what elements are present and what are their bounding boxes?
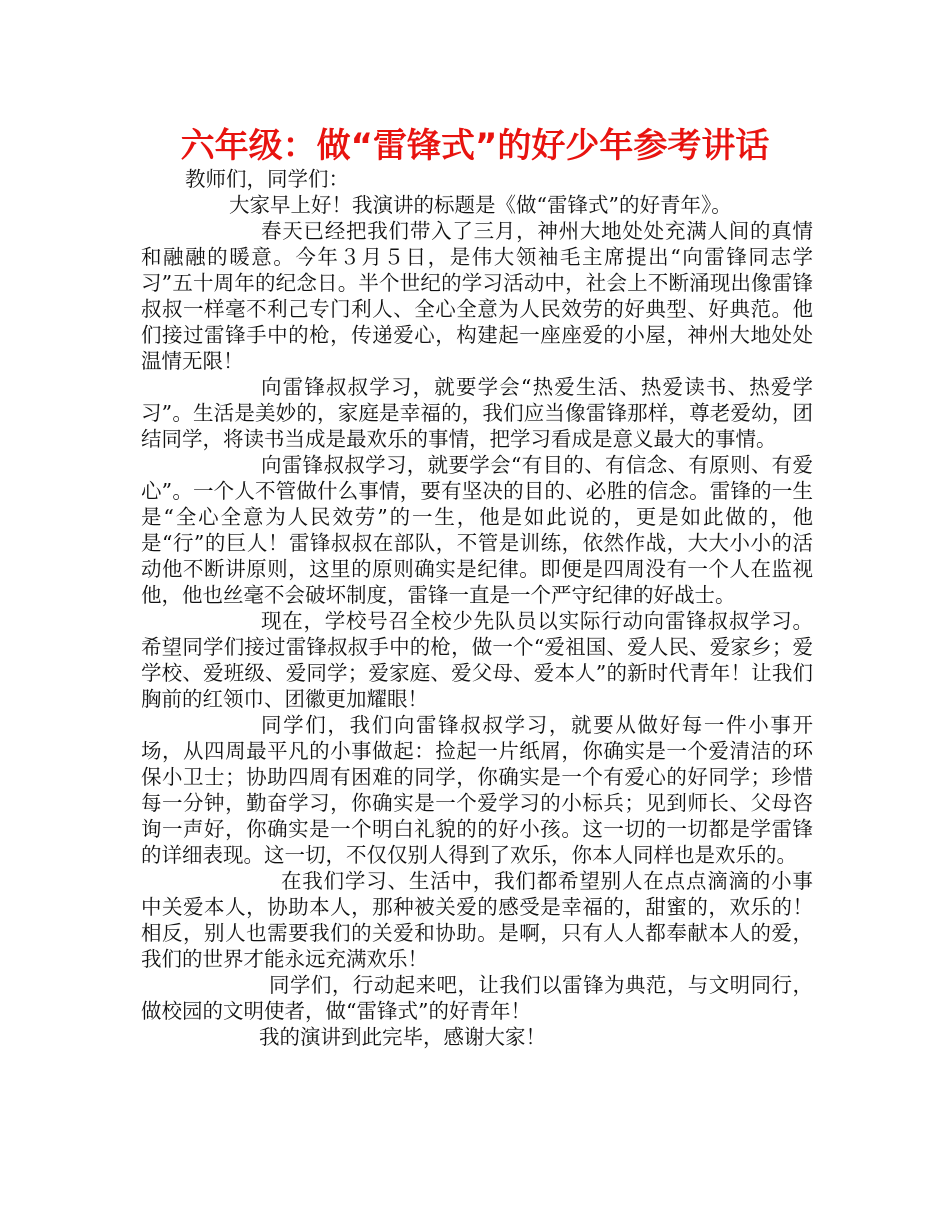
paragraph-5: 现在，学校号召全校少先队员以实际行动向雷锋叔叔学习。希望同学们接过雷锋叔叔手中的枪，做一个“爱祖国、爱人民、爱家乡；爱学校、爱班级、爱同学；爱家庭、爱父母、爱本人”的新时代青年！让我们胸前的红领巾、团徽更加耀眼！	[141, 609, 813, 711]
document-title: 六年级：做“雷锋式”的好少年参考讲话	[180, 126, 770, 166]
paragraph-4: 向雷锋叔叔学习，就要学会“有目的、有信念、有原则、有爱心”。一个人不管做什么事情，要有坚决的目的、必胜的信念。雷锋的一生是“全心全意为人民效劳”的一生，他是如此说的，更是如此做的，他是“行”的巨人！雷锋叔叔在部队，不管是训练，依然作战，大大小小的活动他不断讲原则，这里的原则确实是纪律。即便是四周没有一个人在监视他，他也丝毫不会破坏制度，雷锋一直是一个严守纪律的好战士。	[141, 453, 813, 607]
paragraph-2: 春天已经把我们带入了三月，神州大地处处充满人间的真情和融融的暖意。今年３月５日，是伟大领袖毛主席提出“向雷锋同志学习”五十周年的纪念日。半个世纪的学习活动中，社会上不断涌现出像雷锋叔叔一样毫不利己专门利人、全心全意为人民效劳的好典型、好典范。他们接过雷锋手中的枪，传递爱心，构建起一座座爱的小屋，神州大地处处温情无限！	[141, 219, 813, 373]
paragraph-8: 同学们，行动起来吧，让我们以雷锋为典范，与文明同行，做校园的文明使者，做“雷锋式”的好青年！	[141, 973, 813, 1023]
paragraph-7: 在我们学习、生活中，我们都希望别人在点点滴滴的小事中关爱本人，协助本人，那种被关爱的感受是幸福的，甜蜜的，欢乐的！相反，别人也需要我们的关爱和协助。是啊，只有人人都奉献本人的爱，我们的世界才能永远充满欢乐！	[141, 869, 813, 971]
paragraph-6: 同学们，我们向雷锋叔叔学习，就要从做好每一件小事开场，从四周最平凡的小事做起：捡起一片纸屑，你确实是一个爱清洁的环保小卫士；协助四周有困难的同学，你确实是一个有爱心的好同学；珍惜每一分钟，勤奋学习，你确实是一个爱学习的小标兵；见到师长、父母咨询一声好，你确实是一个明白礼貌的的好小孩。这一切的一切都是学雷锋的详细表现。这一切，不仅仅别人得到了欢乐，你本人同样也是欢乐的。	[141, 713, 813, 867]
paragraph-3: 向雷锋叔叔学习，就要学会“热爱生活、热爱读书、热爱学习”。生活是美妙的，家庭是幸福的，我们应当像雷锋那样，尊老爱幼，团结同学，将读书当成是最欢乐的事情，把学习看成是意义最大的事情。	[141, 375, 813, 451]
closing-line: 我的演讲到此完毕，感谢大家！	[259, 1025, 546, 1049]
paragraph-1: 大家早上好！我演讲的标题是《做“雷锋式”的好青年》。	[229, 193, 732, 217]
greeting: 教师们，同学们：	[185, 167, 349, 191]
document-body	[141, 166, 813, 1050]
